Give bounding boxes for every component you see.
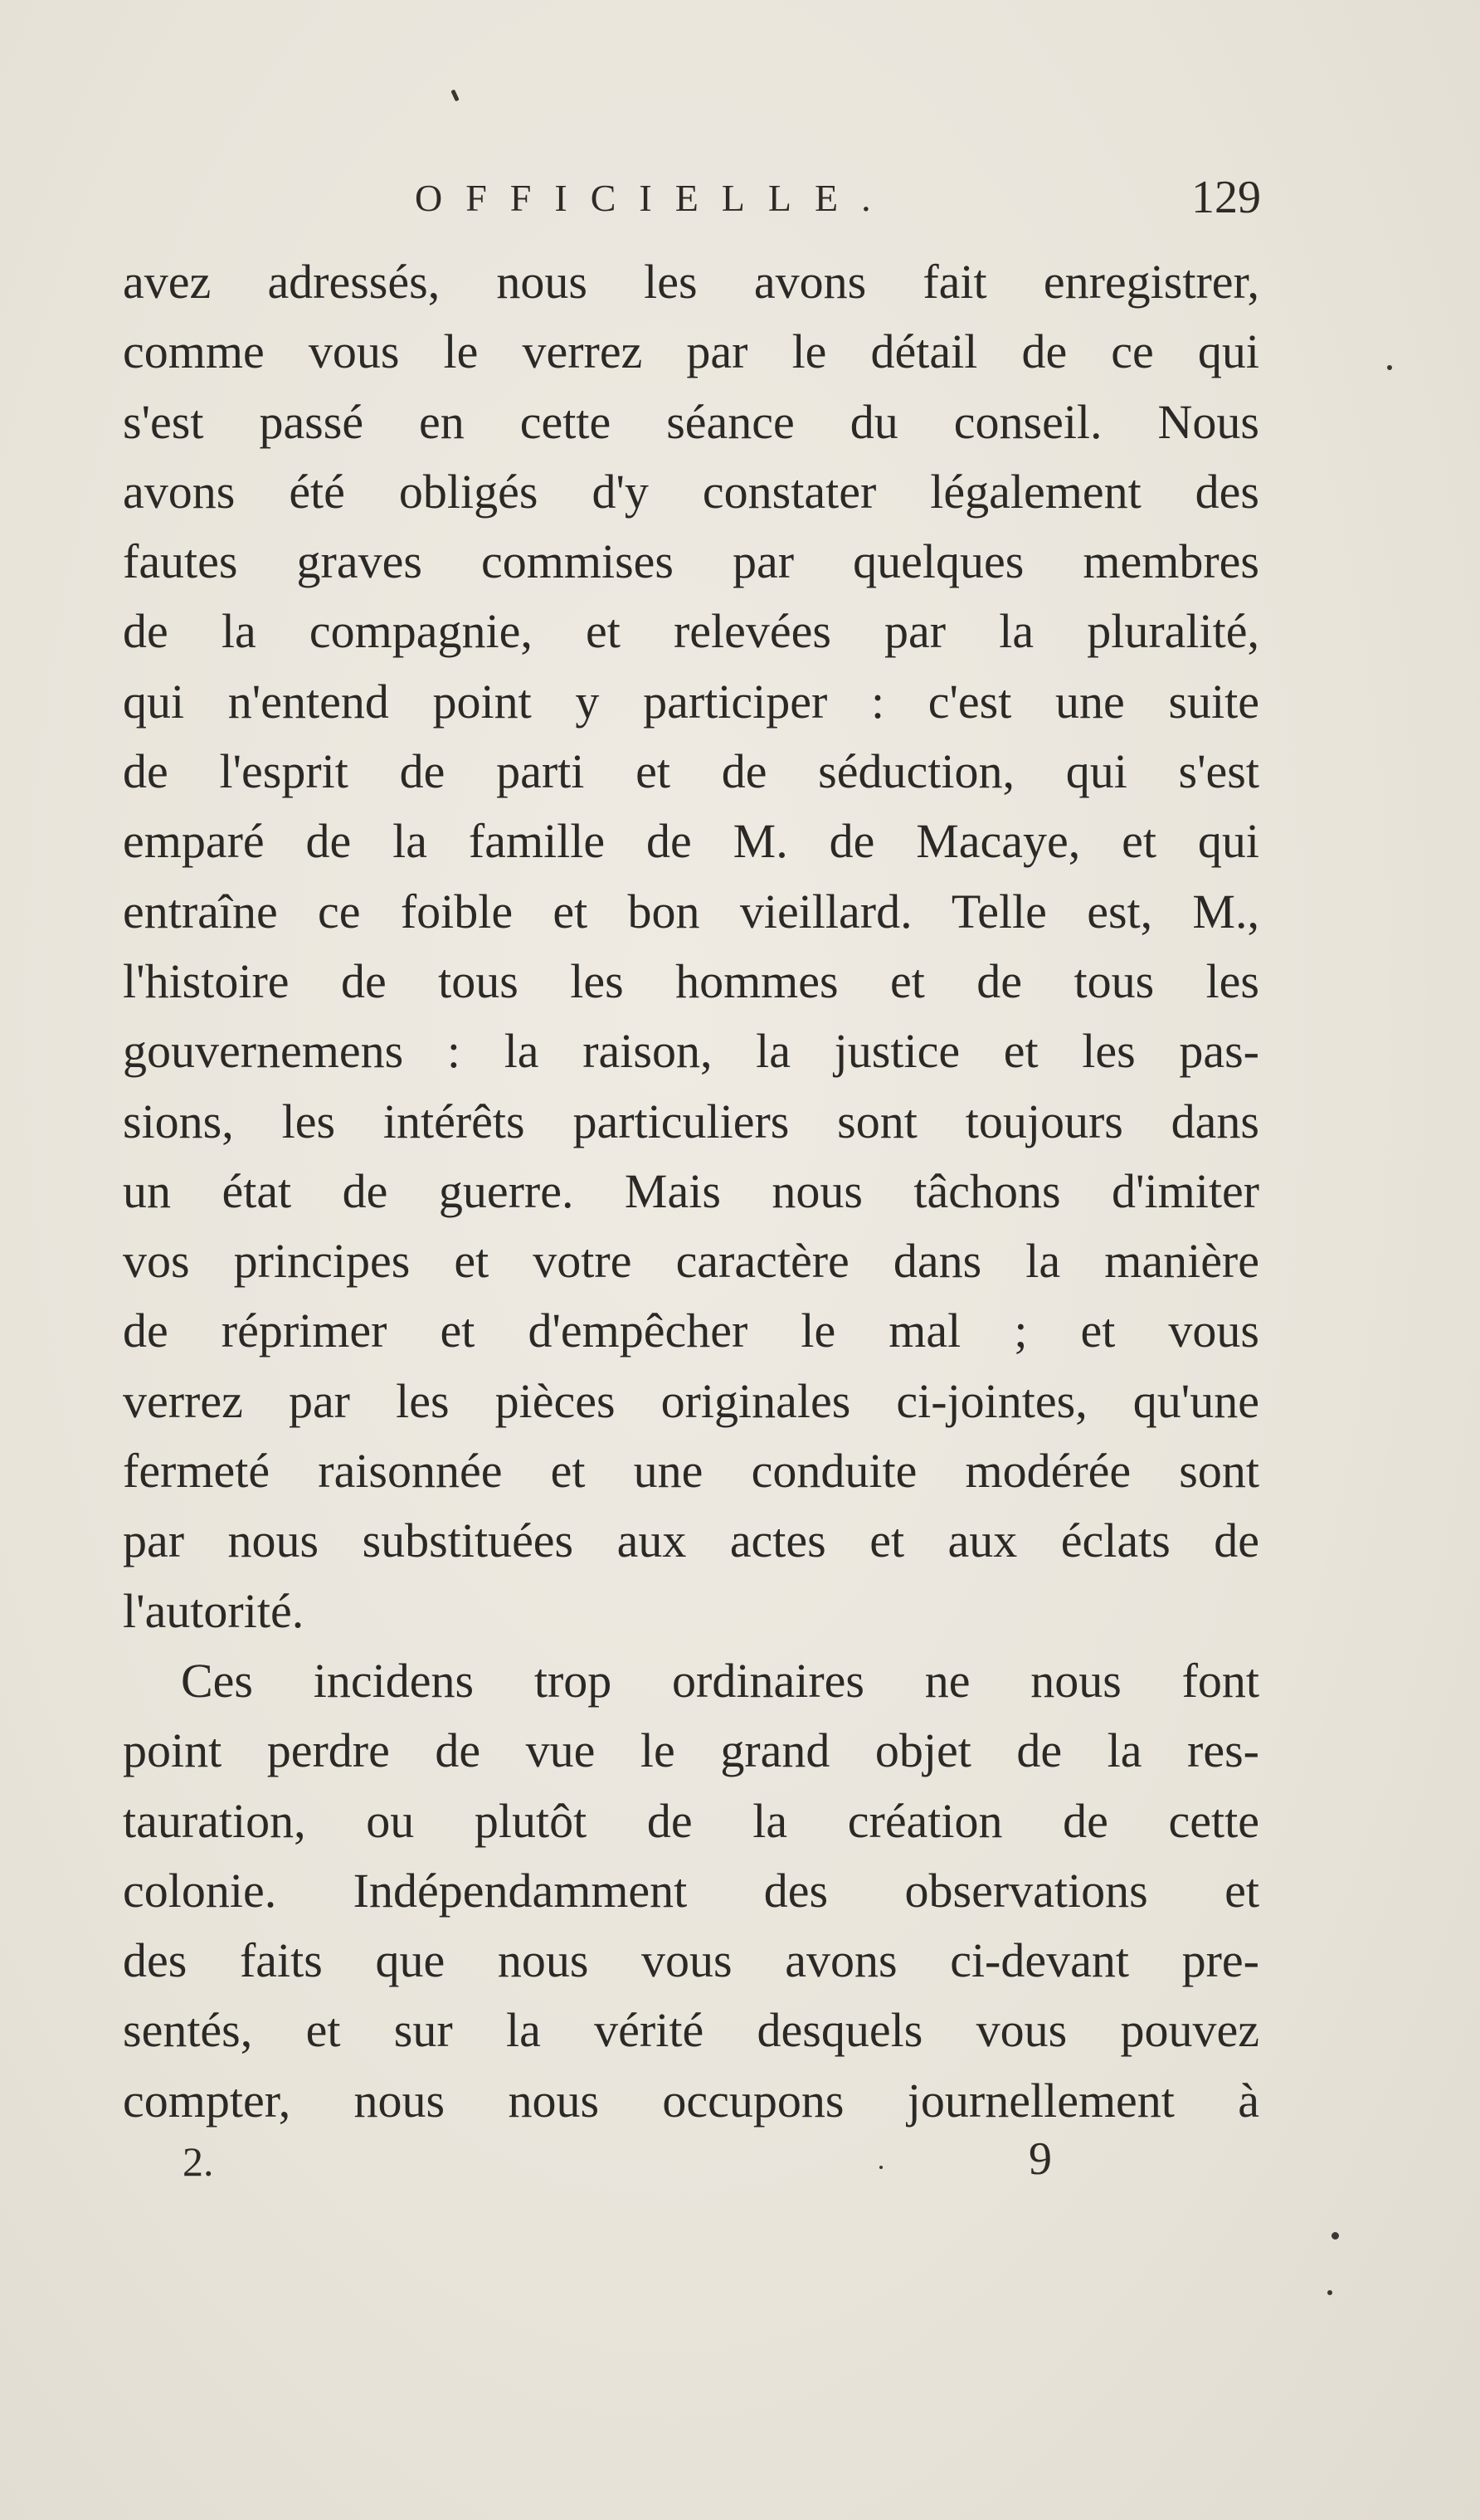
- text-line: de réprimer et d'empêcher le mal ; et vous: [123, 1304, 1259, 1358]
- page-header: [124, 172, 1261, 234]
- text-line: colonie. Indépendamment des observations et: [123, 1863, 1259, 1918]
- text-line: avez adressés, nous les avons fait enregistrer,: [123, 255, 1259, 309]
- ink-speck: [450, 90, 459, 102]
- signature-mark: 2.: [183, 2138, 214, 2185]
- text-line: comme vous le verrez par le détail de ce qui: [123, 324, 1259, 379]
- text-line: fermeté raisonnée et une conduite modérée sont: [123, 1444, 1259, 1499]
- ink-speck: [1327, 2290, 1332, 2295]
- text-line: tauration, ou plutôt de la création de cette: [123, 1793, 1259, 1848]
- text-line: qui n'entend point y participer : c'est une suite: [123, 674, 1259, 729]
- page-number: 129: [1191, 172, 1261, 223]
- text-line: sions, les intérêts particuliers sont toujours dans: [123, 1094, 1259, 1148]
- text-line: fautes graves commises par quelques membres: [123, 534, 1259, 589]
- text-line: l'autorité.: [123, 1583, 304, 1638]
- ink-speck: [1332, 2232, 1339, 2240]
- text-line: de la compagnie, et relevées par la pluralité,: [123, 604, 1259, 659]
- running-title: OFFICIELLE.: [415, 177, 894, 219]
- text-line: par nous substituées aux actes et aux éclats de: [123, 1513, 1259, 1568]
- body-text: [123, 247, 1259, 2136]
- text-line: entraîne ce foible et bon vieillard. Telle est, M.,: [123, 884, 1259, 938]
- text-line: compter, nous nous occupons journellement à: [123, 2073, 1259, 2128]
- text-line: de l'esprit de parti et de séduction, qui s'est: [123, 744, 1259, 799]
- page-footer: [124, 2132, 1261, 2199]
- text-line: vos principes et votre caractère dans la manière: [123, 1234, 1259, 1289]
- ink-speck: [1387, 365, 1392, 370]
- text-line: emparé de la famille de M. de Macaye, et qui: [123, 814, 1259, 869]
- text-line: avons été obligés d'y constater légalement des: [123, 464, 1259, 519]
- text-line: des faits que nous vous avons ci-devant pre-: [123, 1933, 1259, 1988]
- paragraph-first-line: Ces incidens trop ordinaires ne nous font: [181, 1653, 1259, 1708]
- text-line: sentés, et sur la vérité desquels vous pouvez: [123, 2003, 1259, 2058]
- text-line: gouvernemens : la raison, la justice et les pas-: [123, 1024, 1259, 1079]
- text-line: l'histoire de tous les hommes et de tous les: [123, 953, 1259, 1008]
- signature-number: 9: [1029, 2133, 1052, 2185]
- text-line: un état de guerre. Mais nous tâchons d'imiter: [123, 1163, 1259, 1218]
- text-line: verrez par les pièces originales ci-jointes, qu'une: [123, 1373, 1259, 1428]
- text-line: s'est passé en cette séance du conseil. Nous: [123, 394, 1259, 449]
- text-line: point perdre de vue le grand objet de la res-: [123, 1723, 1259, 1778]
